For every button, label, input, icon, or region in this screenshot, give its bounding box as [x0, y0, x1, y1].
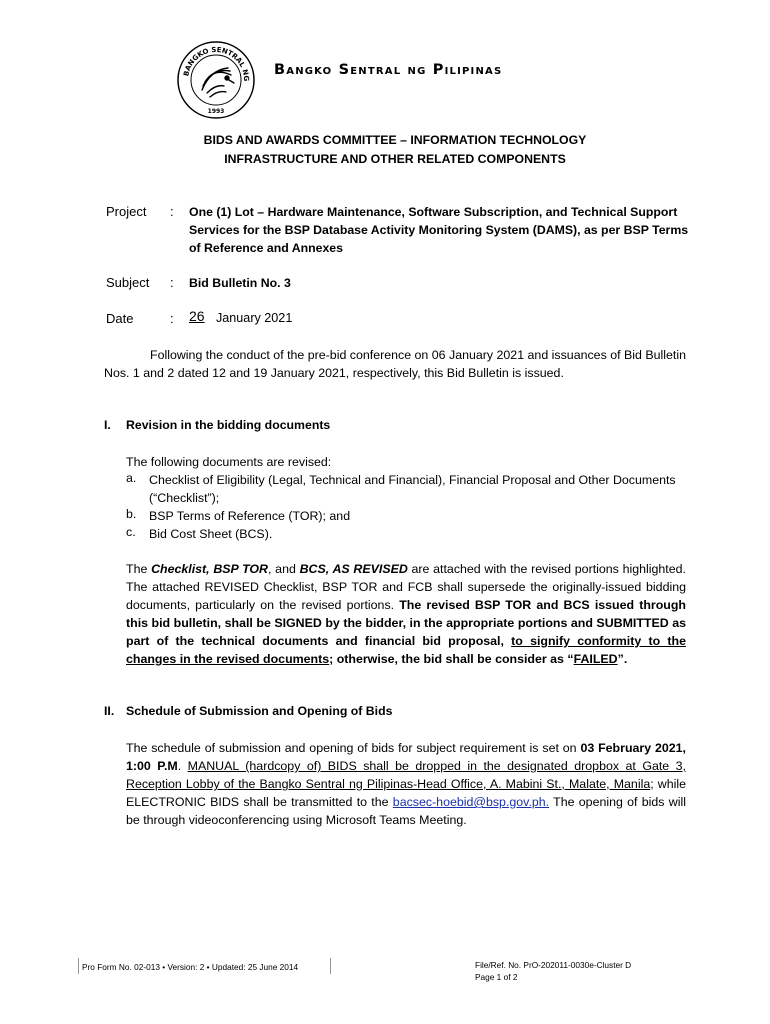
section-2-paragraph: [126, 739, 686, 829]
section-1-number: I.: [104, 418, 111, 432]
s2-p1: The schedule of submission and opening of bids for subject requirement is set on: [126, 741, 581, 755]
list-item-b-mark: b.: [126, 507, 137, 521]
svg-text:BANGKO SENTRAL NG PILIPINAS: [176, 40, 250, 82]
section-2-title: Schedule of Submission and Opening of Bids: [126, 704, 393, 718]
list-item-c: Bid Cost Sheet (BCS).: [149, 527, 273, 541]
s2-p3: ; while ELECTRONIC BIDS shall be transmitted to the: [126, 777, 686, 809]
org-name: Bangko Sentral ng Pilipinas: [274, 62, 503, 78]
project-value: One (1) Lot – Hardware Maintenance, Software Subscription, and Technical Support Services for the BSP Database Activity Monitoring System (DAMS), as per BSP Terms of Reference and Annexes: [189, 205, 689, 255]
section-1-paragraph: [126, 560, 686, 668]
para-bold-2: ; otherwise, the bid shall be consider as “: [329, 652, 574, 666]
seal-top-text: BANGKO SENTRAL NG: [182, 45, 251, 82]
project-label: Project: [106, 204, 147, 219]
email-link[interactable]: bacsec-hoebid@bsp.gov.ph.: [392, 795, 550, 809]
date-colon: :: [170, 311, 174, 326]
subject-label: Subject: [106, 275, 150, 290]
seal-bottom-text: 1993: [207, 108, 225, 115]
footer-page: Page 1 of 2: [475, 972, 518, 982]
para-the: The: [126, 562, 152, 576]
s2-p4: The opening of bids will be through videoconferencing using Microsoft Teams Meeting.: [126, 795, 686, 827]
subject-value: Bid Bulletin No. 3: [189, 276, 291, 290]
list-item-c-mark: c.: [126, 525, 136, 539]
para-end: ”.: [617, 652, 628, 666]
committee-title: [100, 131, 690, 169]
list-item-a-mark: a.: [126, 471, 137, 485]
footer-divider-right: [330, 958, 331, 974]
committee-line-2: INFRASTRUCTURE AND OTHER RELATED COMPONENTS: [224, 152, 566, 166]
para-underline: to signify conformity to the changes in the revised documents: [126, 634, 686, 666]
section-1-lead: The following documents are revised:: [126, 455, 332, 469]
project-colon: :: [170, 204, 174, 219]
list-item-b: BSP Terms of Reference (TOR); and: [149, 509, 351, 523]
committee-line-1: BIDS AND AWARDS COMMITTEE – INFORMATION TECHNOLOGY: [203, 133, 587, 147]
subject-colon: :: [170, 275, 174, 290]
para-checklist: Checklist, BSP TOR: [151, 562, 269, 576]
para-bcs: BCS, AS REVISED: [299, 562, 408, 576]
para-rest: are attached with the revised portions highlighted. The attached REVISED Checklist, BSP TOR and FCB shall supersede the originally-issued bidding documents, particularly on the revised portions.: [126, 562, 686, 612]
footer-form: Pro Form No. 02-013 • Version: 2 • Updated: 25 June 2014: [82, 962, 299, 972]
footer-divider-left: [78, 958, 79, 974]
footer-ref: File/Ref. No. PrO-202011-0030e-Cluster D: [475, 960, 632, 970]
date-label: Date: [106, 311, 134, 326]
date-rest: January 2021: [216, 311, 293, 325]
s2-p2: .: [177, 759, 188, 773]
date-day: 26: [189, 308, 205, 324]
intro-paragraph: Following the conduct of the pre-bid conference on 06 January 2021 and issuances of Bid Bulletin Nos. 1 and 2 dated 12 and 19 January 2021, respectively, this Bid Bulletin is issued.: [104, 348, 686, 380]
s2-manual: MANUAL (hardcopy of) BIDS shall be dropped in the designated dropbox at Gate 3, Reception Lobby of the Bangko Sentral ng Pilipinas-Head Office, A. Mabini St., Malate, Manila: [126, 759, 686, 791]
list-item-a: Checklist of Eligibility (Legal, Technical and Financial), Financial Proposal and Other Documents (“Checklist”);: [149, 473, 676, 505]
para-failed: FAILED: [573, 652, 618, 666]
section-2-number: II.: [104, 704, 115, 718]
para-bold: The revised BSP TOR and BCS issued through this bid bulletin, shall be SIGNED by the bidder, in the appropriate portions and SUBMITTED as part of the technical documents and financial bid proposal,: [126, 598, 686, 648]
s2-date: 03 February 2021, 1:00 P.M: [126, 741, 686, 773]
para-and: , and: [268, 562, 300, 576]
section-1-title: Revision in the bidding documents: [126, 418, 331, 432]
bsp-seal-logo: [176, 40, 256, 120]
